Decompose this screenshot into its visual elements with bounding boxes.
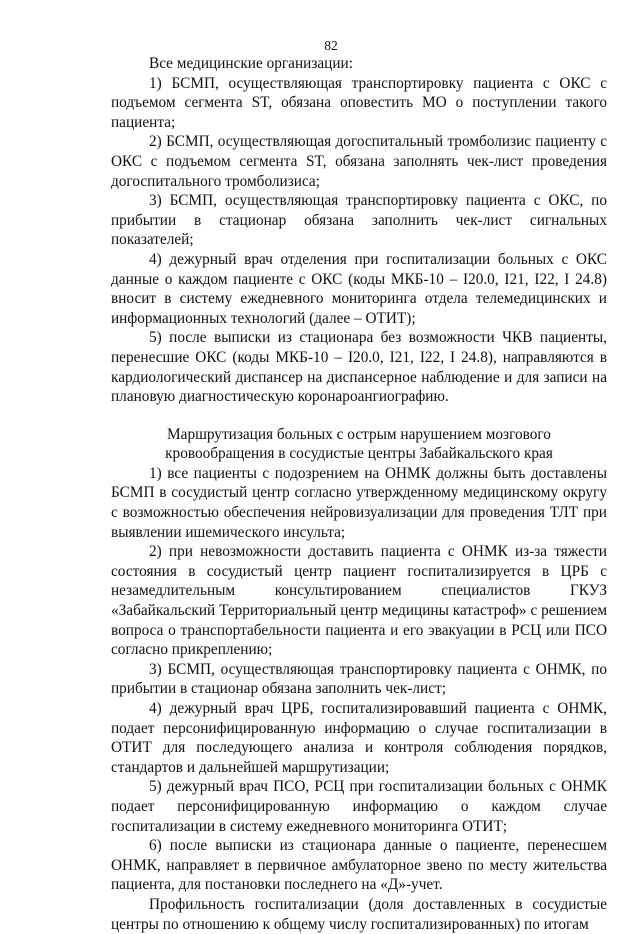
section-heading-line: Маршрутизация больных с острым нарушением мозгового	[167, 425, 551, 443]
list-item: 6) после выписки из стационара данные о пациенте, перенесшем ОНМК, направляет в первичное амбулаторное звено по месту жительства пациента, для постановки последнего на «Д»-учет.	[111, 837, 607, 894]
list-item: 5) после выписки из стационара без возможности ЧКВ пациенты, перенесшие ОКС (коды МКБ-10 – I20.0, I21, I22, I 24.8), направляются в кардиологический диспансер на диспансерное наблюдение и для записи на плановую диагностическую коронароангиографию.	[111, 329, 607, 406]
section-heading	[111, 425, 607, 464]
section-stroke-routing	[111, 425, 607, 934]
list-item: 3) БСМП, осуществляющая транспортировку пациента с ОНМК, по прибытии в стационар обязана заполнить чек-лист;	[111, 660, 607, 698]
list-item: 5) дежурный врач ПСО, РСЦ при госпитализации больных с ОНМК подает персонифицированную информацию о каждом случае госпитализации в систему ежедневного мониторинга ОТИТ;	[111, 778, 607, 835]
list-item: 2) БСМП, осуществляющая догоспитальный тромболизис пациенту с ОКС с подъемом сегмента ST, обязана заполнять чек-лист проведения догоспитального тромболизиса;	[111, 133, 607, 190]
list-item: 4) дежурный врач отделения при госпитализации больных с ОКС данные о каждом пациенте с ОКС (коды МКБ-10 – I20.0, I21, I22, I 24.8) вносит в систему ежедневного мониторинга отдела телемедицинских и информационных технологий (далее – ОТИТ);	[111, 250, 607, 327]
section-intro: Все медицинские организации:	[149, 55, 353, 72]
closing-paragraph: Профильность госпитализации (доля доставленных в сосудистые центры по отношению к общему числу госпитализированных) по итогам	[111, 895, 607, 933]
list-item: 2) при невозможности доставить пациента с ОНМК из-за тяжести состояния в сосудистый центр пациент госпитализируется в ЦРБ с незамедлительным консультированием специалистов ГКУЗ «Забайкальский Территориальный центр медицины катастроф» с решением вопроса о транспортабельности пациента и его эвакуации в РСЦ или ПСО согласно прикреплению;	[111, 543, 607, 659]
section-acs-routing	[111, 54, 607, 407]
list-item: 1) БСМП, осуществляющая транспортировку пациента с ОКС с подъемом сегмента ST, обязана оповестить МО о поступлении такого пациента;	[111, 74, 607, 131]
document-page	[111, 38, 607, 934]
list-item: 1) все пациенты с подозрением на ОНМК должны быть доставлены БСМП в сосудистый центр согласно утвержденному медицинскому округу с возможностью обеспечения нейровизуализации для проведения ТЛТ при выявлении ишемического инсульта;	[111, 464, 607, 541]
page-number: 82	[324, 38, 338, 53]
list-item: 4) дежурный врач ЦРБ, госпитализировавший пациента с ОНМК, подает персонифицированную информацию о случае госпитализации в ОТИТ для последующего анализа и контроля соблюдения порядков, стандартов и дальнейшей маршрутизации;	[111, 700, 607, 776]
section-heading-line: кровообращения в сосудистые центры Забайкальского края	[165, 445, 553, 463]
list-item: 3) БСМП, осуществляющая транспортировку пациента с ОКС, по прибытии в стационар обязана заполнить чек-лист сигнальных показателей;	[111, 192, 607, 249]
